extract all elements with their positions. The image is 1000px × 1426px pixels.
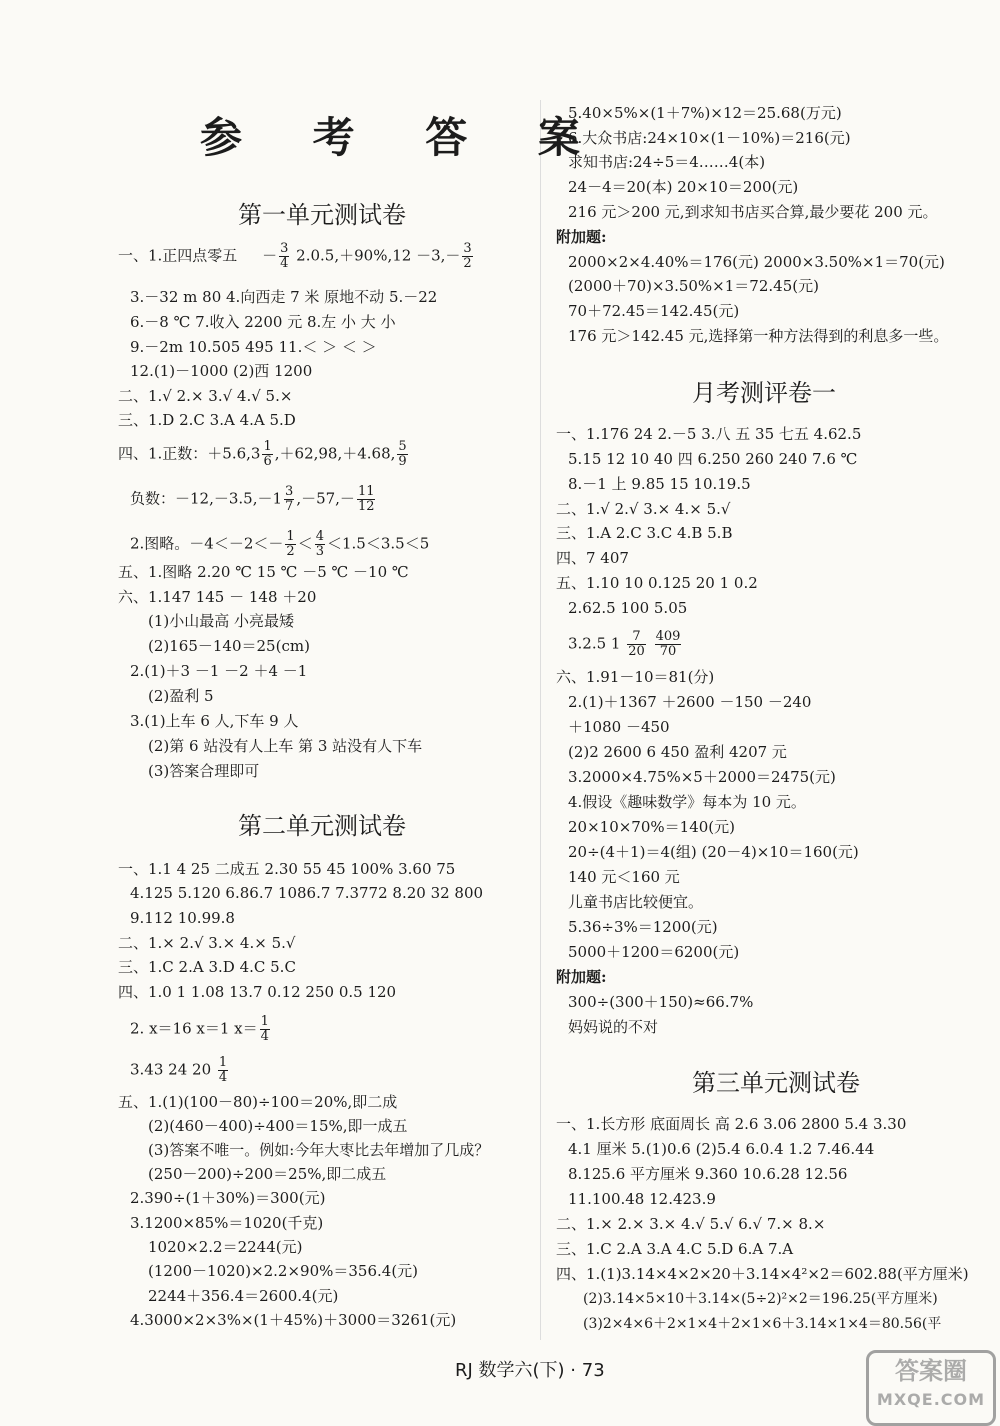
page-footer: RJ 数学六(下) · 73: [455, 1360, 605, 1381]
answer-line: ＋1080 －450: [568, 718, 670, 736]
answer-line: 一、1.176 24 2.－5 3.八 五 35 七五 4.62.5: [556, 425, 862, 443]
answer-line: 8.－1 上 9.85 15 10.19.5: [568, 475, 751, 493]
answer-line: 2244＋356.4＝2600.4(元): [148, 1287, 339, 1305]
answer-line: 三、1.C 2.A 3.A 4.C 5.D 6.A 7.A: [556, 1240, 794, 1258]
answer-line: 300÷(300＋150)≈66.7%: [568, 993, 754, 1011]
answer-line: 1020×2.2＝2244(元): [148, 1238, 303, 1256]
fraction: $\frac{3}{2}$: [463, 241, 472, 271]
section-title-unit1: 第一单元测试卷: [238, 201, 406, 229]
answer-line: 8.125.6 平方厘米 9.360 10.6.28 12.56: [568, 1165, 848, 1183]
section-title-unit3: 第三单元测试卷: [692, 1069, 860, 1097]
fraction: $\frac{11}{12}$: [357, 484, 375, 514]
answer-line: (2000＋70)×3.50%×1＝72.45(元): [568, 277, 819, 295]
answer-line: 二、1.× 2.× 3.× 4.√ 5.√ 6.√ 7.× 8.×: [556, 1215, 826, 1233]
answer-line: 2.(1)＋1367 ＋2600 －150 －240: [568, 693, 812, 711]
watermark-logo: 答案圈 MXQE.COM: [866, 1350, 996, 1426]
answer-line: (3)2×4×6＋2×1×4＋2×1×6＋3.14×1×4＝80.56(平: [583, 1316, 942, 1332]
answer-line: (3)答案不唯一。例如:今年大枣比去年增加了几成？: [148, 1141, 490, 1159]
fraction: $\frac{1}{6}$: [263, 439, 272, 469]
answer-line: 三、1.C 2.A 3.D 4.C 5.C: [118, 958, 296, 976]
answer-line: 三、1.D 2.C 3.A 4.A 5.D: [118, 411, 296, 429]
answer-line: (2)3.14×5×10＋3.14×(5÷2)²×2＝196.25(平方厘米): [583, 1291, 938, 1307]
answer-line: 5000＋1200＝6200(元): [568, 943, 740, 961]
answer-line: 六、1.91－10＝81(分): [556, 668, 715, 686]
answer-line: 11.100.48 12.423.9: [568, 1190, 716, 1208]
answer-line: 2. x＝16 x＝1 x＝ $\frac{1}{4}$: [130, 1014, 269, 1044]
answer-line: 4.125 5.120 6.86.7 1086.7 7.3772 8.20 32 800: [130, 884, 484, 902]
answer-line: 四、1.正数：＋5.6,3 $\frac{1}{6}$ ,＋62,98,＋4.68, $\frac{5}{9}$: [118, 439, 407, 469]
answer-line: 三、1.A 2.C 3.C 4.B 5.B: [556, 524, 733, 542]
answer-line: 一、1.长方形 底面周长 高 2.6 3.06 2800 5.4 3.30: [556, 1115, 907, 1133]
answer-line: 216 元＞200 元,到求知书店买合算,最少要花 200 元。: [568, 203, 938, 221]
answer-line: (1200－1020)×2.2×90%＝356.4(元): [148, 1262, 419, 1280]
fraction: $\frac{4}{3}$: [315, 529, 324, 559]
answer-line: 5.15 12 10 40 四 6.250 260 240 7.6 ℃: [568, 450, 858, 468]
answer-line: 六、1.147 145 － 148 ＋20: [118, 588, 317, 606]
answer-line: 四、1.0 1 1.08 13.7 0.12 250 0.5 120: [118, 983, 397, 1001]
answer-line: (2)2 2600 6 450 盈利 4207 元: [568, 743, 787, 761]
fraction: $\frac{5}{9}$: [398, 439, 407, 469]
answer-line: 6.－8 ℃ 7.收入 2200 元 8.左 小 大 小: [130, 313, 396, 331]
answer-line: 3.1200×85%＝1020(千克): [130, 1214, 324, 1232]
answer-line: 一、1.正四点零五 － $\frac{3}{4}$ 2.0.5,＋90%,12 －3,－ $\frac{3}{2}$: [118, 241, 472, 271]
answer-line: 四、1.(1)3.14×4×2×20＋3.14×4²×2＝602.88(平方厘米): [556, 1265, 969, 1283]
answer-line: (2)盈利 5: [148, 687, 214, 705]
answer-line: 二、1.× 2.√ 3.× 4.× 5.√: [118, 934, 296, 952]
answer-line: 五、1.10 10 0.125 20 1 0.2: [556, 574, 758, 592]
answer-line: 3.(1)上车 6 人,下车 9 人: [130, 712, 299, 730]
answer-line: 四、7 407: [556, 549, 629, 567]
answer-line: 9.－2m 10.505 495 11.＜ ＞ ＜ ＞: [130, 338, 377, 356]
column-divider: [540, 100, 541, 1340]
answer-line: 4.1 厘米 5.(1)0.6 (2)5.4 6.0.4 1.2 7.46.44: [568, 1140, 875, 1158]
answer-line: (250－200)÷200＝25%,即二成五: [148, 1165, 387, 1183]
answer-line: (2)165－140＝25(cm): [148, 637, 310, 655]
answer-line: 5.40×5%×(1＋7%)×12＝25.68(万元): [568, 104, 842, 122]
answer-line: 140 元＜160 元: [568, 868, 680, 886]
answer-line: 一、1.1 4 25 二成五 2.30 55 45 100% 3.60 75: [118, 860, 456, 878]
answer-line: 3.2.5 1 $\frac{7}{20}$ $\frac{409}{70}$: [568, 629, 681, 659]
answer-line: (2)第 6 站没有人上车 第 3 站没有人下车: [148, 737, 423, 755]
section-title-monthly: 月考测评卷一: [692, 379, 836, 407]
answer-line: 二、1.√ 2.× 3.√ 4.√ 5.×: [118, 387, 293, 405]
fraction: $\frac{1}{4}$: [218, 1055, 228, 1085]
answer-line: (1)小山最高 小亮最矮: [148, 612, 295, 630]
fraction: $\frac{1}{4}$: [260, 1014, 269, 1044]
answer-line: 儿童书店比较便宜。: [568, 893, 704, 911]
fraction: $\frac{3}{7}$: [285, 484, 294, 514]
bonus-heading: 附加题:: [556, 968, 607, 986]
page-title: 参 考 答 案: [200, 113, 608, 162]
answer-line: 3.43 24 20 $\frac{1}{4}$: [130, 1055, 228, 1085]
answer-line: 妈妈说的不对: [568, 1018, 659, 1036]
answer-line: 五、1.(1)(100－80)÷100＝20%,即二成: [118, 1093, 398, 1111]
answer-line: 五、1.图略 2.20 ℃ 15 ℃ －5 ℃ －10 ℃: [118, 563, 409, 581]
answer-line: 70＋72.45＝142.45(元): [568, 302, 740, 320]
bonus-heading: 附加题:: [556, 228, 607, 246]
fraction: $\frac{7}{20}$: [628, 629, 645, 659]
answer-line: 4.3000×2×3%×(1＋45%)＋3000＝3261(元): [130, 1311, 457, 1329]
answer-line: 20÷(4＋1)＝4(组) (20－4)×10＝160(元): [568, 843, 859, 861]
answer-line: 3.－32 m 80 4.向西走 7 米 原地不动 5.－22: [130, 288, 438, 306]
answer-line: 2.(1)＋3 －1 －2 ＋4 －1: [130, 662, 308, 680]
fraction: $\frac{1}{2}$: [286, 529, 295, 559]
answer-line: 求知书店:24÷5＝4……4(本): [568, 153, 766, 171]
answer-line: 9.112 10.99.8: [130, 909, 235, 927]
answer-line: 20×10×70%＝140(元): [568, 818, 735, 836]
answer-line: (3)答案合理即可: [148, 762, 260, 780]
section-title-unit2: 第二单元测试卷: [238, 812, 406, 840]
fraction: $\frac{3}{4}$: [280, 241, 289, 271]
answer-line: 2000×2×4.40%＝176(元) 2000×3.50%×1＝70(元): [568, 253, 945, 271]
answer-line: 6.大众书店:24×10×(1－10%)＝216(元): [568, 129, 851, 147]
answer-line: 5.36÷3%＝1200(元): [568, 918, 718, 936]
answer-line: (2)(460－400)÷400＝15%,即一成五: [148, 1117, 408, 1135]
answer-line: 176 元＞142.45 元,选择第一种方法得到的利息多一些。: [568, 327, 949, 345]
answer-line: 3.2000×4.75%×5＋2000＝2475(元): [568, 768, 836, 786]
answer-line: 4.假设《趣味数学》每本为 10 元。: [568, 793, 806, 811]
answer-line: 12.(1)－1000 (2)西 1200: [130, 362, 313, 380]
fraction: $\frac{409}{70}$: [655, 629, 681, 659]
answer-line: 二、1.√ 2.√ 3.× 4.× 5.√: [556, 500, 731, 518]
answer-line: 2.390÷(1＋30%)＝300(元): [130, 1189, 326, 1207]
answer-line: 2.图略。－4＜－2＜－ $\frac{1}{2}$ ＜ $\frac{4}{3}$ ＜1.5＜3.5＜5: [130, 529, 430, 559]
answer-line: 负数：－12,－3.5,－1 $\frac{3}{7}$ ,－57,－ $\frac{11}{12}$: [130, 484, 375, 514]
answer-line: 24－4＝20(本) 20×10＝200(元): [568, 178, 799, 196]
answer-line: 2.62.5 100 5.05: [568, 599, 688, 617]
